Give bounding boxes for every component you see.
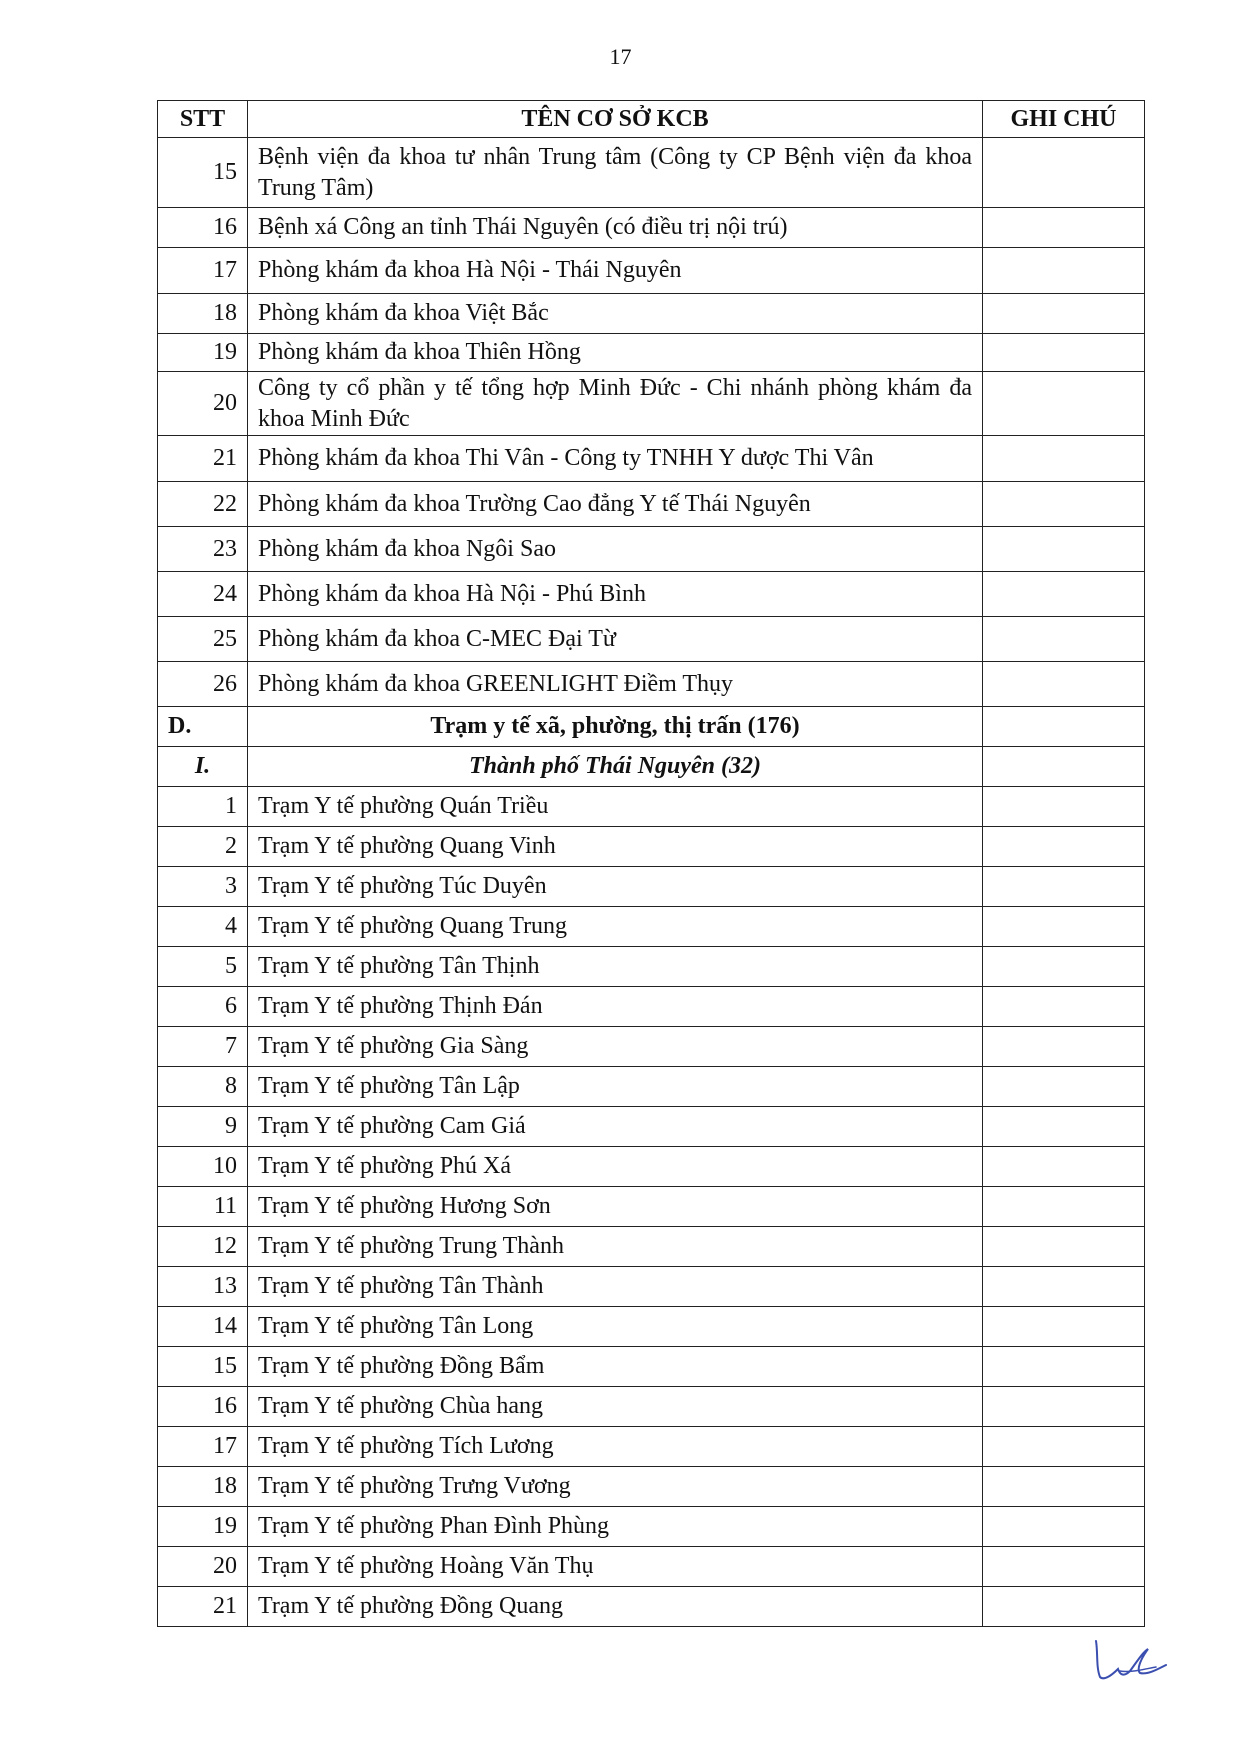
cell-stt: 18: [158, 1467, 248, 1507]
table-row: [158, 867, 1145, 907]
cell-note: [983, 1467, 1145, 1507]
cell-facility-name: Trạm Y tế phường Thịnh Đán: [248, 987, 983, 1027]
cell-facility-name: Trạm Y tế phường Tân Thịnh: [248, 947, 983, 987]
table-row: [158, 1587, 1145, 1627]
cell-facility-name: Phòng khám đa khoa Hà Nội - Thái Nguyên: [248, 248, 983, 294]
cell-facility-name: Trạm Y tế phường Quang Vinh: [248, 827, 983, 867]
cell-stt: 11: [158, 1187, 248, 1227]
cell-note: [983, 662, 1145, 707]
table-row: [158, 1107, 1145, 1147]
cell-note: [983, 787, 1145, 827]
cell-facility-name: Trạm Y tế phường Tích Lương: [248, 1427, 983, 1467]
cell-facility-name: Bệnh xá Công an tỉnh Thái Nguyên (có điều trị nội trú): [248, 208, 983, 248]
cell-note: [983, 617, 1145, 662]
table-row: [158, 662, 1145, 707]
table-row: [158, 436, 1145, 482]
cell-facility-name: Trạm Y tế phường Túc Duyên: [248, 867, 983, 907]
cell-stt: 22: [158, 482, 248, 527]
cell-stt: 5: [158, 947, 248, 987]
cell-stt: 4: [158, 907, 248, 947]
cell-note: [983, 867, 1145, 907]
page-number: 17: [609, 44, 632, 69]
cell-note: [983, 138, 1145, 208]
table-row: [158, 1067, 1145, 1107]
cell-stt: 7: [158, 1027, 248, 1067]
cell-note: [983, 372, 1145, 436]
cell-note: [983, 294, 1145, 334]
table-row: [158, 1347, 1145, 1387]
table-row: [158, 987, 1145, 1027]
cell-note: [983, 572, 1145, 617]
cell-note: [983, 334, 1145, 372]
cell-note: [983, 1107, 1145, 1147]
cell-facility-name: Trạm Y tế phường Quán Triều: [248, 787, 983, 827]
table-row: [158, 1467, 1145, 1507]
cell-facility-name: Phòng khám đa khoa Việt Bắc: [248, 294, 983, 334]
cell-facility-name: Trạm Y tế phường Hoàng Văn Thụ: [248, 1547, 983, 1587]
header-note: GHI CHÚ: [983, 101, 1145, 138]
cell-facility-name: Trạm Y tế phường Gia Sàng: [248, 1027, 983, 1067]
cell-note: [983, 1267, 1145, 1307]
cell-facility-name: Trạm Y tế phường Trưng Vương: [248, 1467, 983, 1507]
table-row: [158, 1267, 1145, 1307]
cell-facility-name: Bệnh viện đa khoa tư nhân Trung tâm (Công ty CP Bệnh viện đa khoa Trung Tâm): [248, 138, 983, 208]
table-header-row: [158, 101, 1145, 138]
cell-facility-name: Trạm Y tế phường Tân Lập: [248, 1067, 983, 1107]
subsection-row: [158, 747, 1145, 787]
table-row: [158, 527, 1145, 572]
cell-note: [983, 482, 1145, 527]
cell-stt: 16: [158, 208, 248, 248]
table-row: [158, 334, 1145, 372]
cell-facility-name: Công ty cổ phần y tế tổng hợp Minh Đức - Chi nhánh phòng khám đa khoa Minh Đức: [248, 372, 983, 436]
header-stt: STT: [158, 101, 248, 138]
cell-stt: 26: [158, 662, 248, 707]
table-row: [158, 787, 1145, 827]
table-row: [158, 1147, 1145, 1187]
cell-stt: 25: [158, 617, 248, 662]
cell-stt: 19: [158, 334, 248, 372]
cell-stt: 23: [158, 527, 248, 572]
table-row: [158, 1227, 1145, 1267]
cell-stt: D.: [158, 707, 248, 747]
table-row: [158, 294, 1145, 334]
cell-stt: 15: [158, 1347, 248, 1387]
cell-note: [983, 907, 1145, 947]
cell-facility-name: Phòng khám đa khoa Ngôi Sao: [248, 527, 983, 572]
table-row: [158, 827, 1145, 867]
table-row: [158, 947, 1145, 987]
cell-facility-name: Trạm Y tế phường Phú Xá: [248, 1147, 983, 1187]
table-row: [158, 1027, 1145, 1067]
cell-stt: 18: [158, 294, 248, 334]
cell-note: [983, 1227, 1145, 1267]
cell-facility-name: Trạm Y tế phường Trung Thành: [248, 1227, 983, 1267]
table-row: [158, 208, 1145, 248]
cell-facility-name: Phòng khám đa khoa GREENLIGHT Điềm Thụy: [248, 662, 983, 707]
cell-stt: 8: [158, 1067, 248, 1107]
cell-stt: 21: [158, 436, 248, 482]
signature-icon: [1090, 1635, 1170, 1685]
cell-note: [983, 1147, 1145, 1187]
cell-note: [983, 1387, 1145, 1427]
cell-stt: 3: [158, 867, 248, 907]
cell-note: [983, 747, 1145, 787]
cell-note: [983, 1067, 1145, 1107]
cell-note: [983, 987, 1145, 1027]
cell-facility-name: Trạm Y tế phường Cam Giá: [248, 1107, 983, 1147]
cell-note: [983, 707, 1145, 747]
cell-stt: 10: [158, 1147, 248, 1187]
cell-facility-name: Trạm y tế xã, phường, thị trấn (176): [248, 707, 983, 747]
table-row: [158, 572, 1145, 617]
cell-note: [983, 1187, 1145, 1227]
table-row: [158, 1507, 1145, 1547]
table-row: [158, 1387, 1145, 1427]
cell-facility-name: Trạm Y tế phường Phan Đình Phùng: [248, 1507, 983, 1547]
cell-facility-name: Trạm Y tế phường Đồng Bẩm: [248, 1347, 983, 1387]
table-row: [158, 1187, 1145, 1227]
cell-note: [983, 1587, 1145, 1627]
cell-note: [983, 827, 1145, 867]
cell-stt: I.: [158, 747, 248, 787]
table-row: [158, 1307, 1145, 1347]
cell-note: [983, 947, 1145, 987]
table-row: [158, 138, 1145, 208]
cell-facility-name: Trạm Y tế phường Tân Long: [248, 1307, 983, 1347]
table-row: [158, 482, 1145, 527]
cell-stt: 19: [158, 1507, 248, 1547]
cell-note: [983, 208, 1145, 248]
cell-stt: 2: [158, 827, 248, 867]
cell-facility-name: Phòng khám đa khoa Thi Vân - Công ty TNHH Y dược Thi Vân: [248, 436, 983, 482]
section-row: [158, 707, 1145, 747]
cell-facility-name: Phòng khám đa khoa Hà Nội - Phú Bình: [248, 572, 983, 617]
cell-stt: 20: [158, 372, 248, 436]
cell-stt: 20: [158, 1547, 248, 1587]
cell-note: [983, 1027, 1145, 1067]
cell-facility-name: Trạm Y tế phường Tân Thành: [248, 1267, 983, 1307]
cell-stt: 6: [158, 987, 248, 1027]
table-row: [158, 248, 1145, 294]
cell-facility-name: Phòng khám đa khoa Trường Cao đẳng Y tế Thái Nguyên: [248, 482, 983, 527]
cell-note: [983, 1547, 1145, 1587]
table-row: [158, 617, 1145, 662]
cell-stt: 16: [158, 1387, 248, 1427]
cell-stt: 14: [158, 1307, 248, 1347]
cell-note: [983, 527, 1145, 572]
cell-facility-name: Trạm Y tế phường Chùa hang: [248, 1387, 983, 1427]
table-row: [158, 1547, 1145, 1587]
cell-note: [983, 1507, 1145, 1547]
cell-stt: 21: [158, 1587, 248, 1627]
cell-stt: 9: [158, 1107, 248, 1147]
table-row: [158, 372, 1145, 436]
cell-stt: 1: [158, 787, 248, 827]
cell-facility-name: Trạm Y tế phường Đồng Quang: [248, 1587, 983, 1627]
facility-table: [157, 100, 1145, 1627]
table-row: [158, 907, 1145, 947]
cell-facility-name: Trạm Y tế phường Quang Trung: [248, 907, 983, 947]
table-row: [158, 1427, 1145, 1467]
header-facility-name: TÊN CƠ SỞ KCB: [248, 101, 983, 138]
cell-note: [983, 436, 1145, 482]
cell-stt: 17: [158, 1427, 248, 1467]
cell-stt: 15: [158, 138, 248, 208]
cell-stt: 13: [158, 1267, 248, 1307]
cell-facility-name: Thành phố Thái Nguyên (32): [248, 747, 983, 787]
cell-stt: 24: [158, 572, 248, 617]
cell-note: [983, 1347, 1145, 1387]
cell-note: [983, 1307, 1145, 1347]
cell-stt: 12: [158, 1227, 248, 1267]
cell-note: [983, 1427, 1145, 1467]
cell-facility-name: Phòng khám đa khoa C-MEC Đại Từ: [248, 617, 983, 662]
cell-stt: 17: [158, 248, 248, 294]
cell-note: [983, 248, 1145, 294]
cell-facility-name: Trạm Y tế phường Hương Sơn: [248, 1187, 983, 1227]
cell-facility-name: Phòng khám đa khoa Thiên Hồng: [248, 334, 983, 372]
